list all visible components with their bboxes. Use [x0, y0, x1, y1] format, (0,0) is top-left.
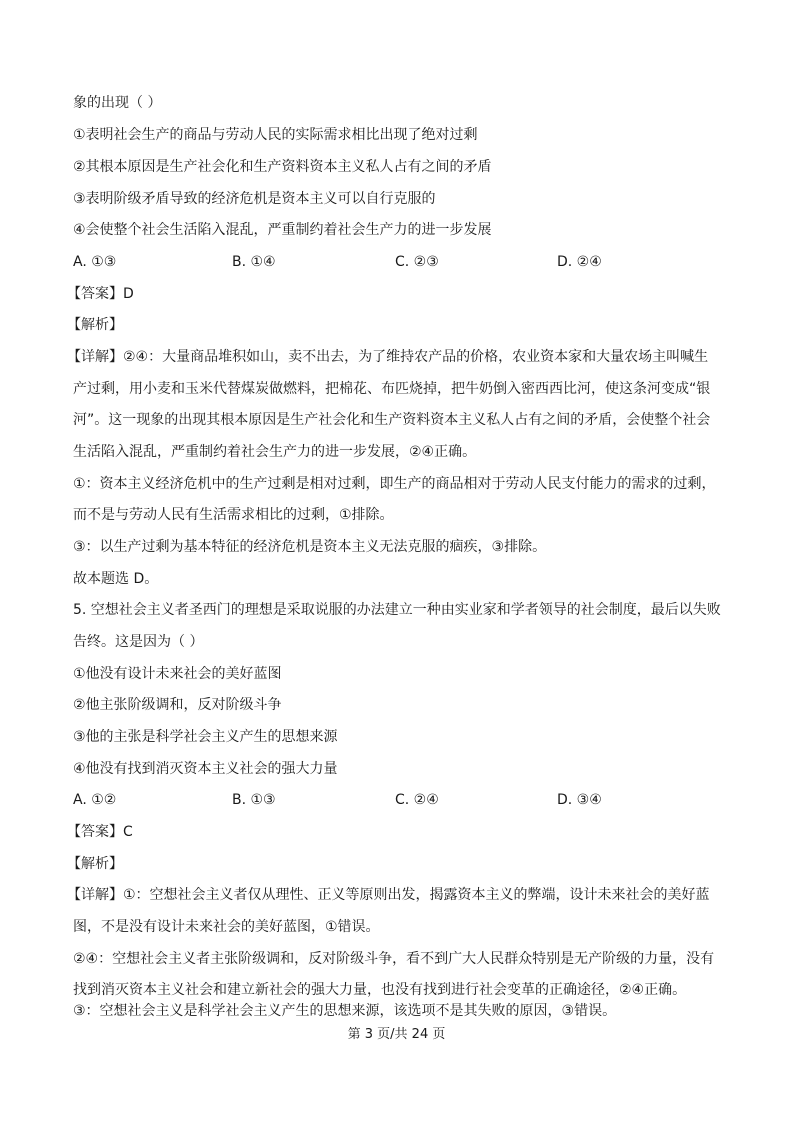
answer-value: C — [123, 824, 133, 840]
q4-option-a: A. ①③ — [73, 254, 117, 270]
q4-option-d: D. ②④ — [557, 254, 602, 270]
detail-tag: 【详解】 — [67, 349, 123, 365]
q4-analysis-tag: 【解析】 — [67, 317, 123, 333]
q5-detail-line-2: 图，不是没有设计未来社会的美好蓝图，①错误。 — [73, 919, 380, 935]
q5-option-b: B. ①③ — [232, 792, 276, 808]
q5-option-c: C. ②④ — [395, 792, 439, 808]
q4-item-1: ①表明社会生产的商品与劳动人民的实际需求相比出现了绝对过剩 — [73, 127, 478, 143]
q4-detail-line-7: ③：以生产过剩为基本特征的经济危机是资本主义无法克服的痼疾，③排除。 — [73, 539, 547, 555]
q4-detail-line-1 — [67, 348, 708, 366]
answer-tag: 【答案】 — [67, 286, 123, 302]
detail-text: ①：空想社会主义者仅从理性、正义等原则出发，揭露资本主义的弊端，设计未来社会的美好蓝 — [123, 887, 710, 903]
q4-detail-line-4: 生活陷入混乱，严重制约着社会生产力的进一步发展，②④正确。 — [73, 444, 477, 460]
q4-detail-line-3: 河”。这一现象的出现其根本原因是生产社会化和生产资料资本主义私人占有之间的矛盾，会使整个社会 — [73, 412, 711, 428]
q4-detail-line-6: 而不是与劳动人民有生活需求相比的过剩，①排除。 — [73, 507, 394, 523]
q5-item-1: ①他没有设计未来社会的美好蓝图 — [73, 666, 282, 682]
q5-stem-line-1: 5. 空想社会主义者圣西门的理想是采取说服的办法建立一种由实业家和学者领导的社会制度，最后以失败 — [73, 602, 721, 618]
q5-detail-line-1 — [67, 886, 710, 904]
answer-value: D — [123, 286, 134, 302]
q5-item-4: ④他没有找到消灭资本主义社会的强大力量 — [73, 761, 338, 777]
q4-option-b: B. ①④ — [232, 254, 276, 270]
q4-answer — [67, 285, 134, 303]
q5-detail-line-4: 找到消灭资本主义社会和建立新社会的强大力量，也没有找到进行社会变革的正确途径，②④正确。 — [73, 982, 687, 998]
q5-analysis-tag: 【解析】 — [67, 856, 123, 872]
q5-item-3: ③他的主张是科学社会主义产生的思想来源 — [73, 729, 338, 745]
q4-detail-line-2: 产过剩，用小麦和玉米代替煤炭做燃料，把棉花、布匹烧掉，把牛奶倒入密西西比河，使这条河变成“银 — [73, 381, 711, 397]
q4-item-2: ②其根本原因是生产社会化和生产资料资本主义私人占有之间的矛盾 — [73, 159, 492, 175]
q5-stem-line-2: 告终。这是因为（ ） — [73, 634, 204, 650]
q4-item-4: ④会使整个社会生活陷入混乱，严重制约着社会生产力的进一步发展 — [73, 222, 492, 238]
q5-option-a: A. ①② — [73, 792, 117, 808]
answer-tag: 【答案】 — [67, 824, 123, 840]
q5-option-d: D. ③④ — [557, 792, 602, 808]
q4-detail-line-5: ①：资本主义经济危机中的生产过剩是相对过剩，即生产的商品相对于劳动人民支付能力的需求的过剩， — [73, 476, 716, 492]
detail-tag: 【详解】 — [67, 887, 123, 903]
q4-item-3: ③表明阶级矛盾导致的经济危机是资本主义可以自行克服的 — [73, 191, 436, 207]
q4-option-c: C. ②③ — [395, 254, 439, 270]
q5-detail-line-3: ②④：空想社会主义者主张阶级调和，反对阶级斗争，看不到广大人民群众特别是无产阶级的力量，没有 — [73, 951, 715, 967]
q5-detail-line-5: ③：空想社会主义是科学社会主义产生的思想来源，该选项不是其失败的原因，③错误。 — [73, 1003, 617, 1019]
detail-text: ②④：大量商品堆积如山，卖不出去，为了维持农产品的价格，农业资本家和大量农场主叫喊生 — [123, 349, 709, 365]
q4-stem-tail: 象的出现（ ） — [73, 95, 162, 111]
q4-conclusion: 故本题选 D。 — [73, 571, 159, 587]
q5-item-2: ②他主张阶级调和，反对阶级斗争 — [73, 697, 282, 713]
page-footer: 第 3 页/共 24 页 — [347, 1027, 446, 1042]
q5-answer — [67, 823, 133, 841]
